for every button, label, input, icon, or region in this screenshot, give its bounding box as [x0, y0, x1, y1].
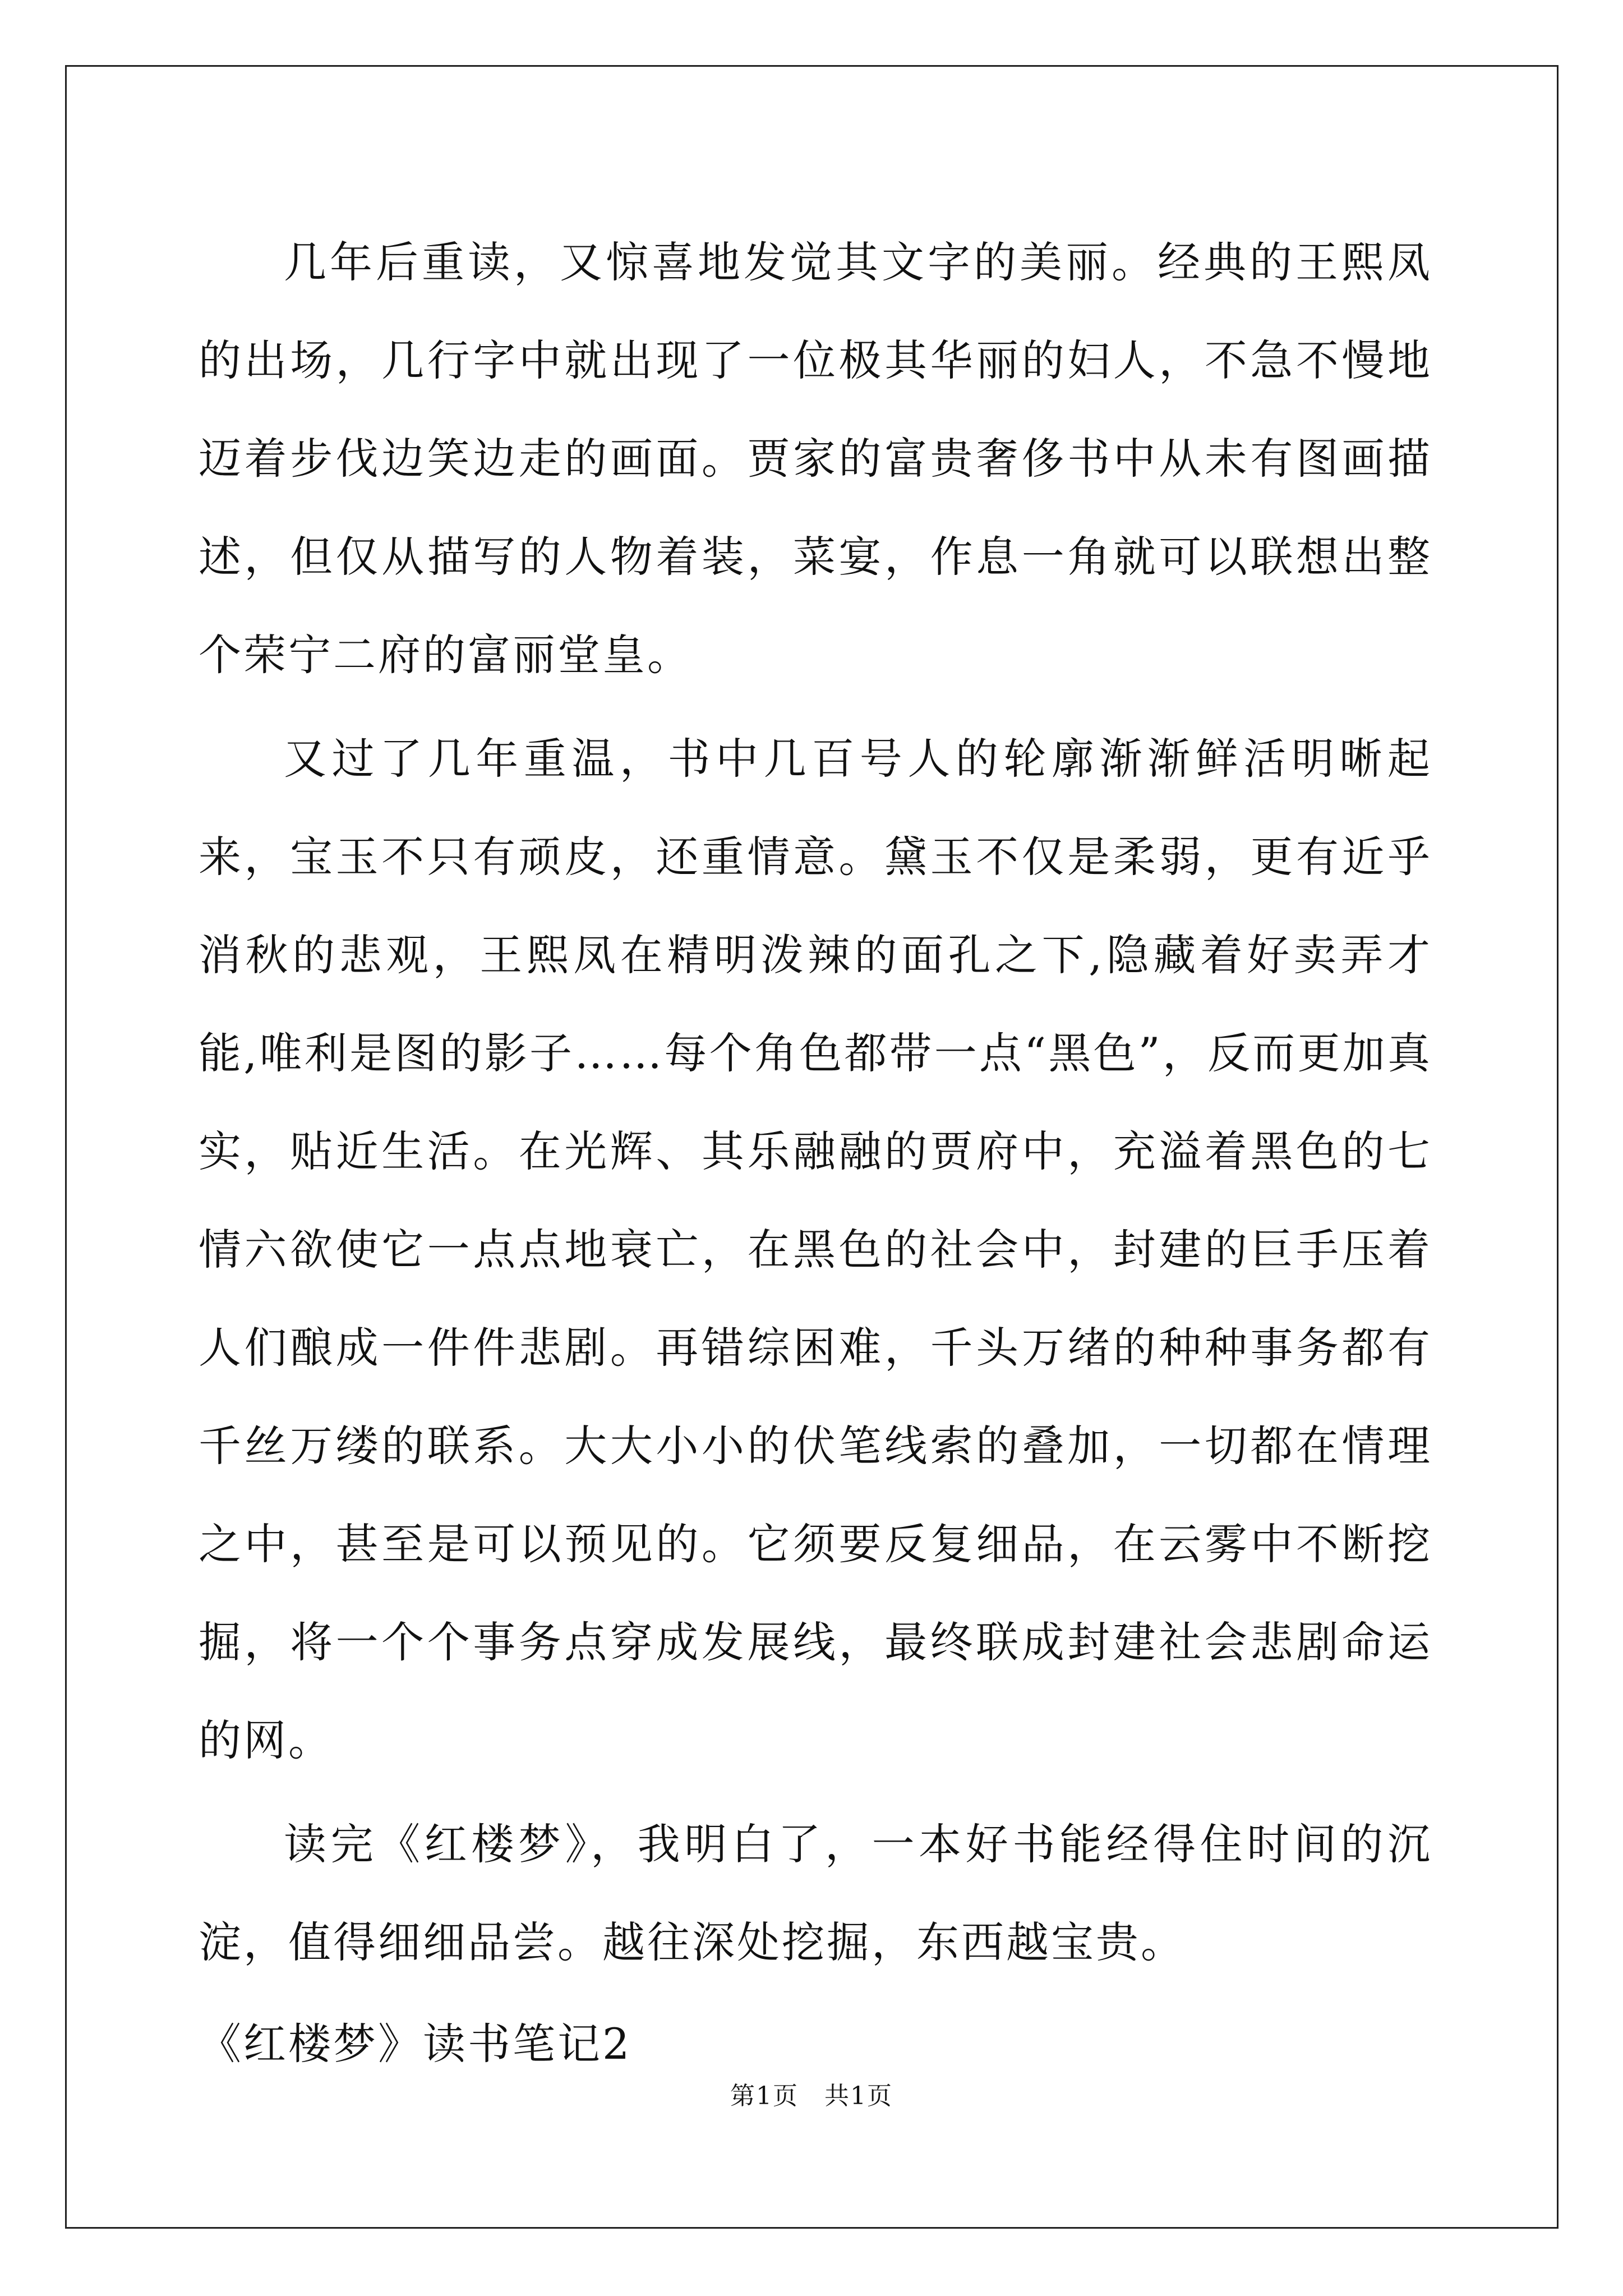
paragraph-conclusion: 读完《红楼梦》，我明白了，一本好书能经得住时间的沉淀，值得细细品尝。越往深处挖掘，东西越宝贵。	[199, 1819, 1432, 1967]
paragraph-rereading: 几年后重读，又惊喜地发觉其文字的美丽。经典的王熙凤的出场，几行字中就出现了一位极其华丽的妇人，不急不慢地迈着步伐边笑边走的画面。贾家的富贵奢侈书中从未有图画描述，但仅从描写的人物着装，菜宴，作息一角就可以联想出整个荣宁二府的富丽堂皇。	[199, 237, 1432, 680]
section-heading: 《红楼梦》读书笔记2	[199, 2019, 632, 2069]
paragraph-characters: 又过了几年重温，书中几百号人的轮廓渐渐鲜活明晰起来，宝玉不只有顽皮，还重情意。黛玉不仅是柔弱，更有近乎消秋的悲观，王熙凤在精明泼辣的面孔之下,隐藏着好卖弄才能,唯利是图的影子……每个角色都带一点“黑色”，反而更加真实，贴近生活。在光辉、其乐融融的贾府中，充溢着黑色的七情六欲使它一点点地衰亡，在黑色的社会中，封建的巨手压着人们酿成一件件悲剧。再错综困难，千头万绪的种种事务都有千丝万缕的联系。大大小小的伏笔线索的叠加，一切都在情理之中，甚至是可以预见的。它须要反复细品，在云雾中不断挖掘，将一个个事务点穿成发展线，最终联成封建社会悲剧命运的网。	[199, 734, 1432, 1765]
document-body	[199, 213, 1432, 2093]
page-footer: 第1页 共1页	[730, 2082, 893, 2110]
